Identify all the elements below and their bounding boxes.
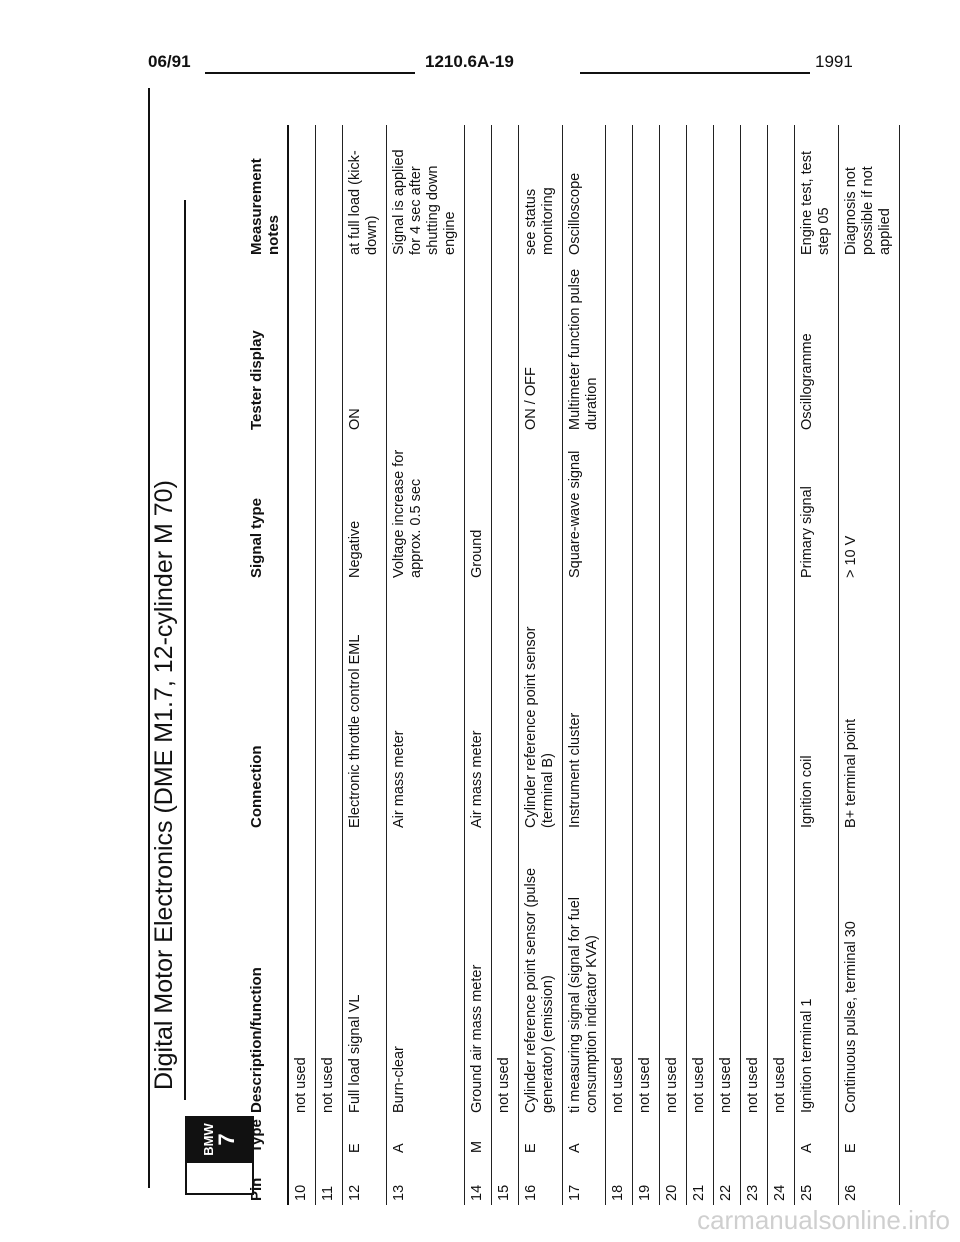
table-cell — [316, 582, 343, 832]
table-cell — [606, 1117, 633, 1157]
table-cell — [660, 1117, 687, 1157]
table-cell — [606, 582, 633, 832]
table-cell: 25 — [795, 1157, 839, 1205]
table-cell — [289, 582, 316, 832]
table-cell — [768, 434, 795, 582]
table-cell: not used — [316, 832, 343, 1117]
table-cell: 17 — [563, 1157, 607, 1205]
table-cell: Full load signal VL — [343, 832, 387, 1117]
table-cell: not used — [660, 832, 687, 1117]
header-date: 06/91 — [148, 52, 191, 71]
table-cell: 19 — [633, 1157, 660, 1205]
table-cell: Square-wave signal — [563, 434, 607, 582]
table-cell — [687, 434, 714, 582]
table-cell: Electronic throttle control EML — [343, 582, 387, 832]
header-year: 1991 — [815, 52, 853, 71]
table-cell: Air mass meter — [387, 582, 465, 832]
table-cell — [492, 259, 519, 434]
pin-table — [240, 125, 900, 1205]
table-cell: Ignition coil — [795, 582, 839, 832]
table-cell — [387, 259, 465, 434]
column-header: Connection — [240, 582, 289, 832]
table-cell: Ground — [465, 434, 492, 582]
table-cell — [660, 582, 687, 832]
logo-brand: BMW — [201, 1123, 216, 1156]
table-cell: M — [465, 1117, 492, 1157]
table-cell — [316, 125, 343, 259]
table-cell — [633, 1117, 660, 1157]
table-cell: 12 — [343, 1157, 387, 1205]
table-cell — [741, 1117, 768, 1157]
table-cell: A — [795, 1117, 839, 1157]
table-cell: > 10 V — [839, 434, 900, 582]
table-cell — [289, 259, 316, 434]
table-cell — [768, 1117, 795, 1157]
table-cell — [316, 1117, 343, 1157]
table-cell: not used — [741, 832, 768, 1117]
table-cell: Instrument cluster — [563, 582, 607, 832]
table-cell: ON / OFF — [519, 259, 563, 434]
table-cell — [687, 1117, 714, 1157]
table-cell: not used — [714, 832, 741, 1117]
table-cell: 14 — [465, 1157, 492, 1205]
table-cell — [492, 434, 519, 582]
table-cell: 15 — [492, 1157, 519, 1205]
table-cell: not used — [492, 832, 519, 1117]
column-header: Measurement notes — [240, 125, 289, 259]
table-cell — [289, 1117, 316, 1157]
table-cell — [714, 259, 741, 434]
table-cell: A — [563, 1117, 607, 1157]
watermark: carmanualsonline.info — [697, 1205, 950, 1235]
title-rule — [184, 200, 186, 1100]
page-title: Digital Motor Electronics (DME M1.7, 12-cylinder M 70) — [150, 480, 178, 1090]
table-cell: 10 — [289, 1157, 316, 1205]
table-cell: Signal is applied for 4 sec after shutting down engine — [387, 125, 465, 259]
table-cell: Engine test, test step 05 — [795, 125, 839, 259]
header-doc-number: 1210.6A-19 — [425, 52, 514, 71]
table-cell: 18 — [606, 1157, 633, 1205]
rotated-page-content — [150, 125, 894, 1205]
table-cell — [660, 434, 687, 582]
table-cell — [660, 259, 687, 434]
table-cell: Cylinder reference point sensor (pulse generator) (emission) — [519, 832, 563, 1117]
table-cell — [714, 1117, 741, 1157]
table-cell: 16 — [519, 1157, 563, 1205]
table-cell — [606, 125, 633, 259]
table-cell — [768, 125, 795, 259]
header-rule-left — [205, 72, 415, 74]
column-header: Type — [240, 1117, 289, 1157]
table-cell: Negative — [343, 434, 387, 582]
table-cell — [687, 582, 714, 832]
table-cell: Primary signal — [795, 434, 839, 582]
table-cell: 24 — [768, 1157, 795, 1205]
table-cell: 23 — [741, 1157, 768, 1205]
table-cell: at full load (kick-down) — [343, 125, 387, 259]
header-rule-right — [580, 72, 810, 74]
table-cell: 21 — [687, 1157, 714, 1205]
table-cell — [492, 1117, 519, 1157]
table-cell — [465, 259, 492, 434]
table-cell: ti measuring signal (signal for fuel consumption indicator KVA) — [563, 832, 607, 1117]
column-header: Description/function — [240, 832, 289, 1117]
table-cell — [687, 125, 714, 259]
table-cell — [316, 259, 343, 434]
table-cell — [606, 434, 633, 582]
table-cell: Multimeter function pulse duration — [563, 259, 607, 434]
table-cell: Oscillogramme — [795, 259, 839, 434]
table-cell: Diagnosis not possible if not applied — [839, 125, 900, 259]
table-cell — [714, 434, 741, 582]
table-cell: Voltage increase for approx. 0.5 sec — [387, 434, 465, 582]
table-cell: Air mass meter — [465, 582, 492, 832]
table-cell: 26 — [839, 1157, 900, 1205]
table-cell — [633, 259, 660, 434]
table-cell: not used — [606, 832, 633, 1117]
table-cell — [768, 582, 795, 832]
table-cell — [741, 125, 768, 259]
table-cell — [633, 125, 660, 259]
table-cell: Ignition terminal 1 — [795, 832, 839, 1117]
table-cell — [741, 582, 768, 832]
table-cell: Continuous pulse, terminal 30 — [839, 832, 900, 1117]
column-header: Tester display — [240, 259, 289, 434]
table-cell: not used — [289, 832, 316, 1117]
table-cell: not used — [687, 832, 714, 1117]
column-header: Pin — [240, 1157, 289, 1205]
table-cell: B+ terminal point — [839, 582, 900, 832]
table-cell — [289, 125, 316, 259]
table-cell — [633, 434, 660, 582]
table-cell — [289, 434, 316, 582]
column-header: Signal type — [240, 434, 289, 582]
table-cell: Ground air mass meter — [465, 832, 492, 1117]
table-cell: 22 — [714, 1157, 741, 1205]
table-cell: 20 — [660, 1157, 687, 1205]
table-cell — [465, 125, 492, 259]
table-cell — [660, 125, 687, 259]
table-cell: not used — [633, 832, 660, 1117]
table-cell — [687, 259, 714, 434]
table-cell — [714, 582, 741, 832]
table-cell: Burn-clear — [387, 832, 465, 1117]
table-cell — [839, 259, 900, 434]
table-cell: E — [343, 1117, 387, 1157]
table-cell — [768, 259, 795, 434]
table-cell — [741, 259, 768, 434]
table-cell — [519, 434, 563, 582]
table-cell — [492, 582, 519, 832]
table-cell: E — [839, 1117, 900, 1157]
table-cell: 13 — [387, 1157, 465, 1205]
table-cell: ON — [343, 259, 387, 434]
table-cell — [714, 125, 741, 259]
table-cell: not used — [768, 832, 795, 1117]
table-cell — [606, 259, 633, 434]
table-cell — [633, 582, 660, 832]
table-cell — [316, 434, 343, 582]
logo-model: 7 — [214, 1133, 239, 1146]
table-cell: see status monitoring — [519, 125, 563, 259]
table-cell: A — [387, 1117, 465, 1157]
table-cell: Oscilloscope — [563, 125, 607, 259]
table-cell: Cylinder reference point sensor (terminal B) — [519, 582, 563, 832]
table-cell — [741, 434, 768, 582]
table-cell — [492, 125, 519, 259]
table-cell: E — [519, 1117, 563, 1157]
table-cell: 11 — [316, 1157, 343, 1205]
